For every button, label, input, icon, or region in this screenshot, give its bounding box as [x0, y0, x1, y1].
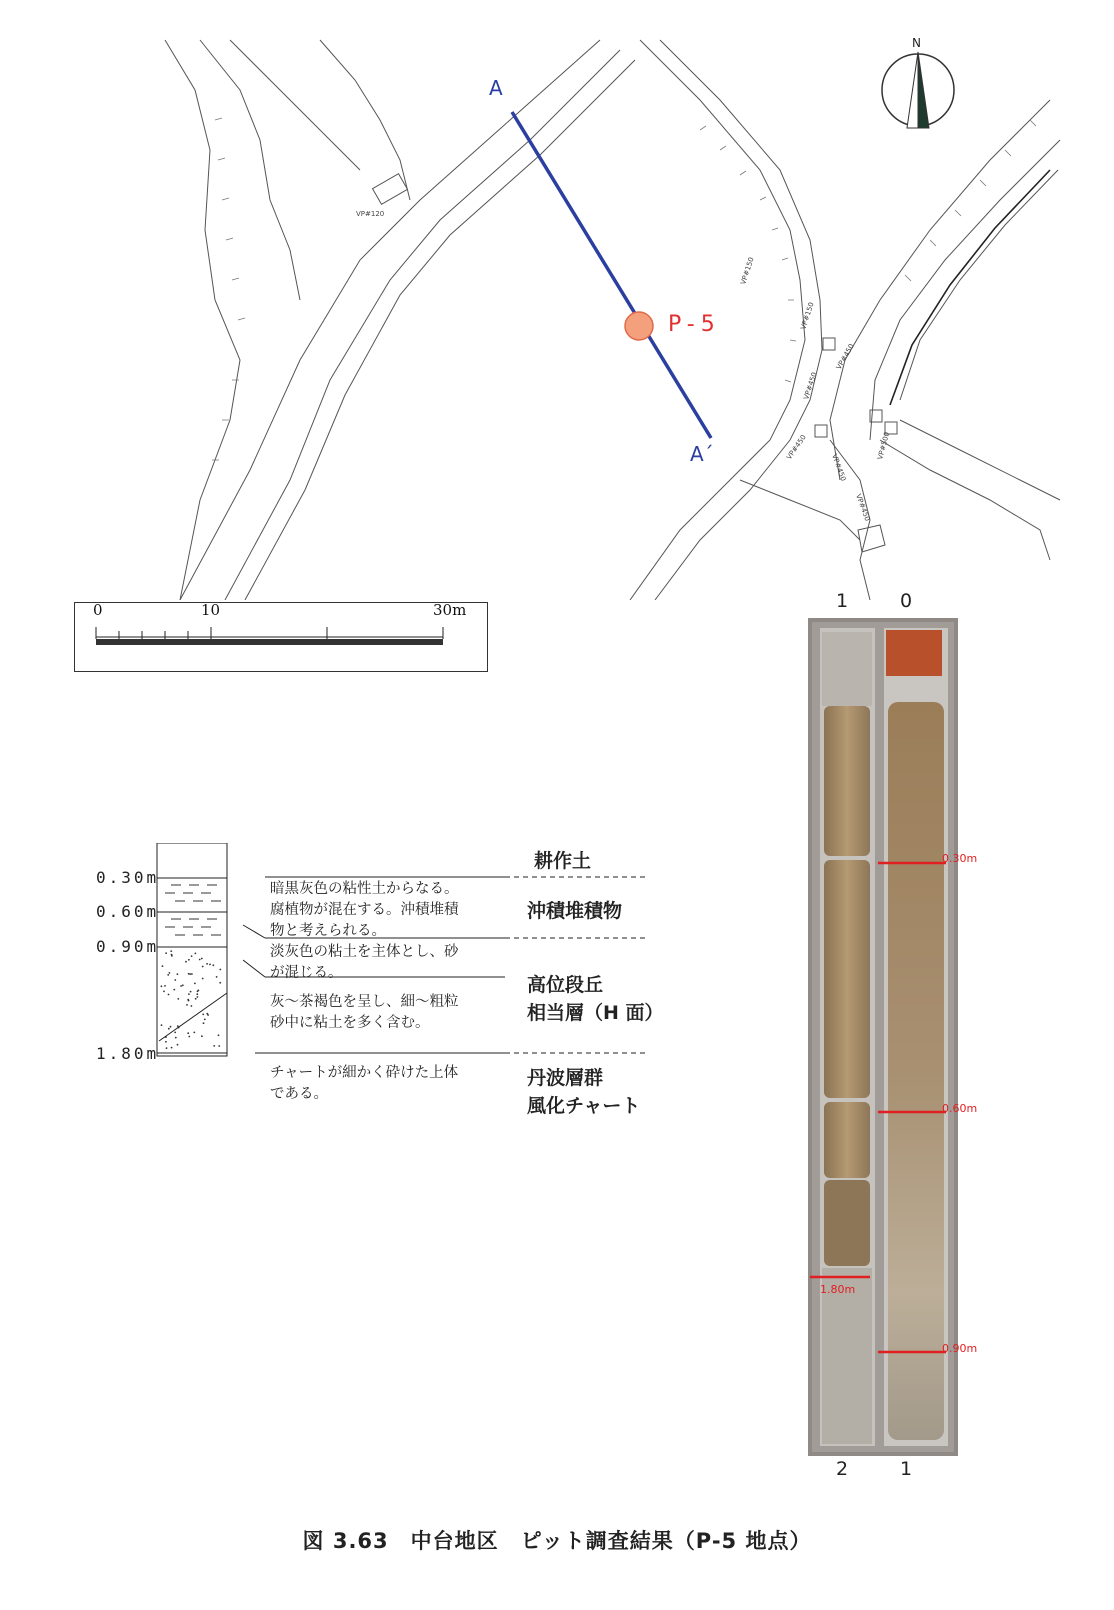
- core-mark-090: 0.90m: [942, 1342, 978, 1355]
- core-mark-180: 1.80m: [820, 1283, 856, 1296]
- benchmark-label: VP#450: [802, 371, 819, 401]
- core-mark-030: 0.30m: [942, 852, 978, 865]
- description-line: 淡灰色の粘土を主体とし、砂: [270, 944, 459, 960]
- scale-end: 30m: [433, 601, 467, 619]
- unit-chert: 風化チャート: [527, 1095, 641, 1117]
- depth-060: 0.60m: [96, 902, 160, 921]
- description-line: 砂中に粘土を多く含む。: [270, 1015, 430, 1031]
- depth-180: 1.80m: [96, 1044, 160, 1063]
- core-mark-060: 0.60m: [942, 1102, 978, 1115]
- figure-caption: 図 3.63 中台地区 ピット調査結果（P-5 地点）: [302, 1529, 812, 1553]
- benchmark-label: VP#450: [854, 492, 872, 523]
- core-photo: [808, 618, 958, 1456]
- description-line: である。: [270, 1086, 328, 1102]
- section-end-label: A´: [690, 442, 714, 466]
- north-label: N: [912, 36, 921, 50]
- depth-090: 0.90m: [96, 937, 160, 956]
- core-top-label-1: 1: [836, 590, 849, 612]
- unit-terrace: 高位段丘: [527, 974, 604, 996]
- benchmark-label: VP#450: [785, 433, 808, 462]
- unit-terrace-sub: 相当層（H 面）: [527, 1002, 664, 1024]
- description-line: 暗黒灰色の粘性土からなる。: [270, 881, 459, 897]
- scale-mid: 10: [201, 601, 221, 619]
- benchmark-label: VP#450: [830, 452, 848, 483]
- pit-label: P-5: [668, 312, 721, 337]
- description-line: 腐植物が混在する。沖積堆積: [270, 902, 459, 918]
- scale-zero: 0: [93, 601, 103, 619]
- scale-bar-graphic: [75, 603, 487, 671]
- depth-030: 0.30m: [96, 868, 160, 887]
- description-line: 灰～茶褐色を呈し、細～粗粒: [270, 994, 459, 1010]
- benchmark-label: VP#450: [834, 342, 856, 371]
- section-start-label: A: [489, 76, 503, 100]
- scale-bar: [74, 602, 488, 672]
- unit-tamba: 丹波層群: [527, 1067, 604, 1089]
- core-bottom-label-2: 2: [836, 1458, 849, 1480]
- site-plan-map: [0, 0, 1114, 600]
- benchmark-label: VP#500: [876, 431, 892, 461]
- description-line: 物と考えられる。: [270, 923, 386, 939]
- description-line: が混じる。: [270, 965, 343, 981]
- benchmark-label: VP#120: [356, 210, 385, 218]
- benchmark-label: VP#150: [739, 256, 756, 286]
- benchmark-label: VP#150: [799, 301, 816, 331]
- unit-topsoil: 耕作土: [534, 850, 592, 872]
- core-bottom-label-1: 1: [900, 1458, 913, 1480]
- description-line: チャートが細かく砕けた上体: [270, 1065, 459, 1081]
- core-top-label-0: 0: [900, 590, 913, 612]
- unit-alluvium: 沖積堆積物: [527, 900, 623, 922]
- pit-marker: [625, 312, 653, 340]
